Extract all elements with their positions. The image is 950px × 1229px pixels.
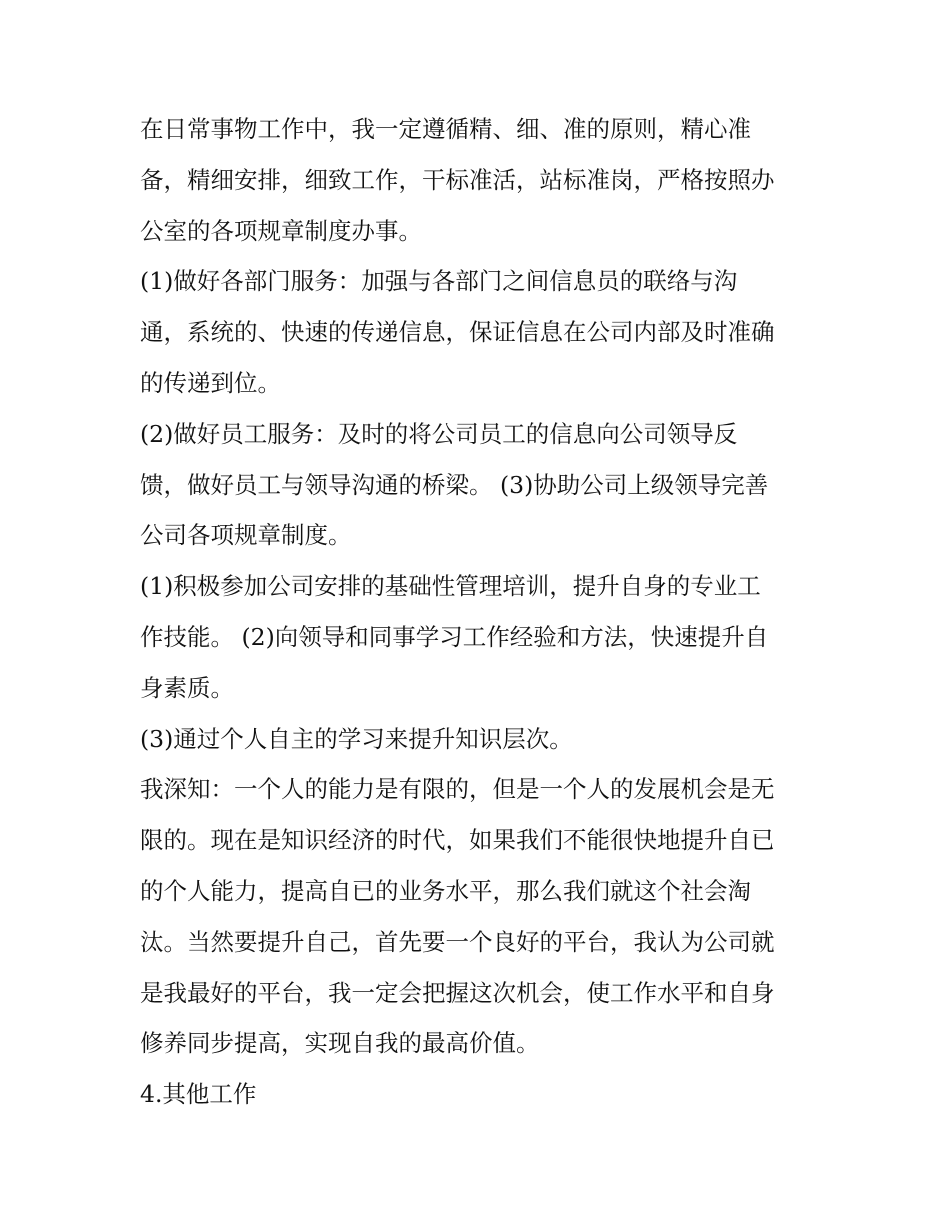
text-line: 限的。现在是知识经济的时代，如果我们不能很快地提升自已: [140, 826, 775, 855]
text-line: 馈，做好员工与领导沟通的桥梁。 (3)协助公司上级领导完善: [140, 470, 769, 499]
text-line: (1)做好各部门服务：加强与各部门之间信息员的联络与沟: [140, 267, 738, 296]
text-line: 汰。当然要提升自己，首先要一个良好的平台，我认为公司就: [140, 927, 775, 956]
document-body: [140, 104, 812, 1120]
text-line: 是我最好的平台，我一定会把握这次机会，使工作水平和自身: [140, 978, 775, 1007]
section-heading: 4.其他工作: [140, 1080, 257, 1109]
text-line: 的传递到位。: [140, 368, 281, 397]
text-line: 身素质。: [140, 673, 234, 702]
text-line: 的个人能力，提高自已的业务水平，那么我们就这个社会淘: [140, 876, 751, 905]
text-line: 通，系统的、快速的传递信息，保证信息在公司内部及时准确: [140, 318, 775, 347]
text-line: 我深知：一个人的能力是有限的，但是一个人的发展机会是无: [140, 775, 775, 804]
text-line: 公司各项规章制度。: [140, 521, 352, 550]
text-line: 修养同步提高，实现自我的最高价值。: [140, 1029, 540, 1058]
text-line: 作技能。 (2)向领导和同事学习工作经验和方法，快速提升自: [140, 622, 769, 651]
text-line: (2)做好员工服务：及时的将公司员工的信息向公司领导反: [140, 419, 738, 448]
text-line: 备，精细安排，细致工作，干标准活，站标准岗，严格按照办: [140, 165, 775, 194]
text-line: 在日常事物工作中，我一定遵循精、细、准的原则，精心准: [140, 115, 751, 143]
text-line: (3)通过个人自主的学习来提升知识层次。: [140, 724, 573, 753]
text-line: 公室的各项规章制度办事。: [140, 216, 422, 245]
text-line: (1)积极参加公司安排的基础性管理培训，提升自身的专业工: [140, 572, 761, 601]
